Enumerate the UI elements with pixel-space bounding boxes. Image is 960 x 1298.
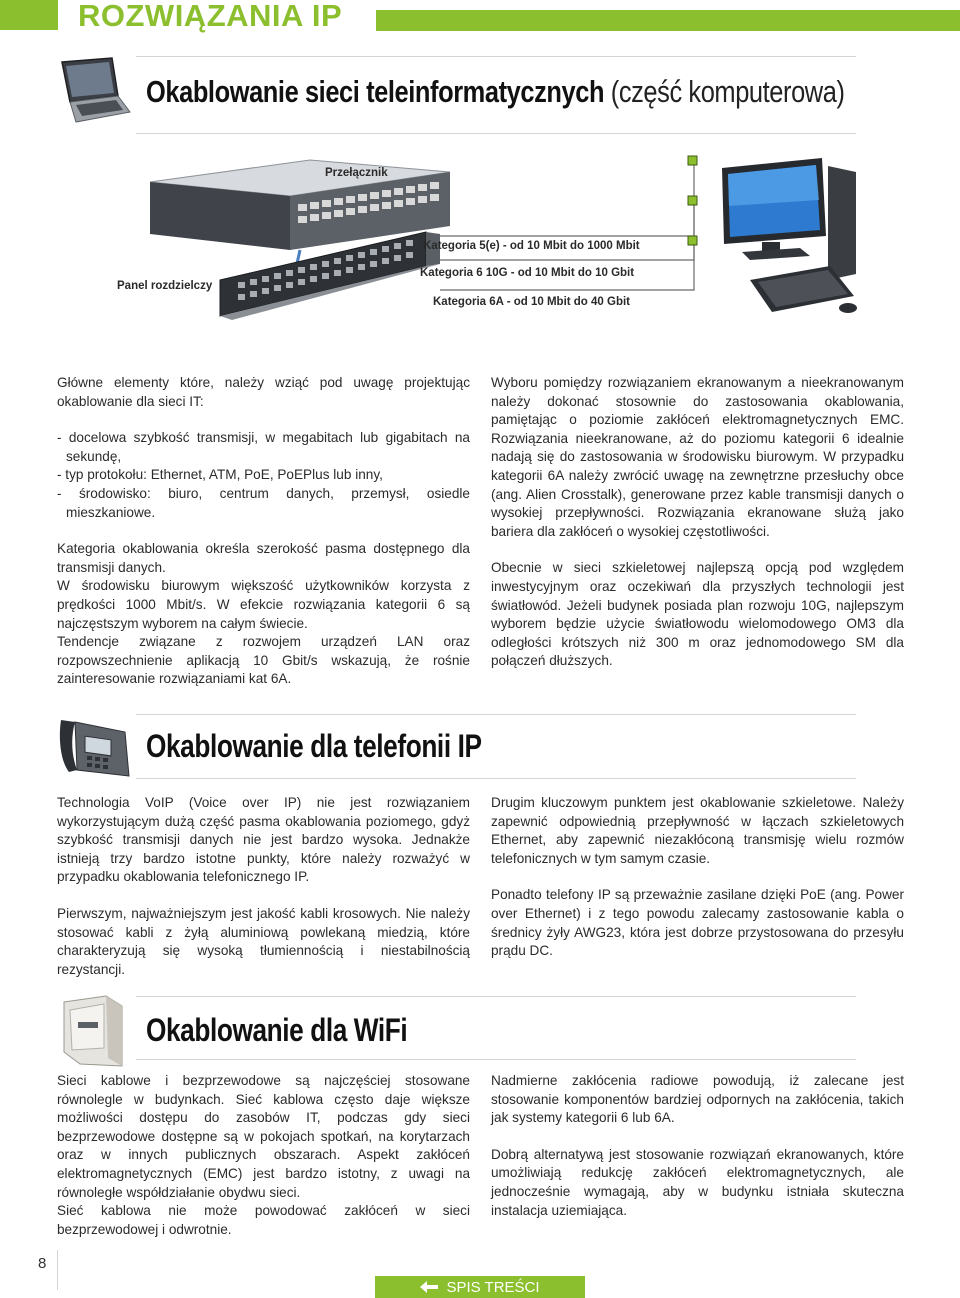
wifi-left-column — [57, 1072, 470, 1239]
section-divider — [136, 56, 856, 57]
wifi-access-point-icon — [56, 992, 130, 1070]
category-6-label: Kategoria 6 10G - od 10 Mbit do 10 Gbit — [420, 267, 635, 279]
section-divider — [136, 714, 856, 715]
network-left-column — [57, 374, 470, 689]
paragraph: Sieć kablowa nie może powodować zakłóceń w sieci bezprzewodowej i odwrotnie. — [57, 1203, 470, 1237]
section-subtitle: (część komputerowa) — [610, 74, 845, 109]
header-title: ROZWIĄZANIA IP — [78, 0, 343, 33]
switch-label: Przełącznik — [325, 167, 388, 179]
list-item: - docelowa szybkość transmisji, w megabitach lub gigabitach na sekundę, — [57, 430, 470, 464]
section-title-wifi: Okablowanie dla WiFi — [146, 1012, 408, 1048]
category-5e-label: Kategoria 5(e) - od 10 Mbit do 1000 Mbit — [423, 240, 640, 252]
paragraph: Główne elementy które, należy wziąć pod uwagę projektując okablowanie dla sieci IT: — [57, 375, 470, 409]
category-6a-label: Kategoria 6A - od 10 Mbit do 40 Gbit — [433, 296, 631, 308]
section-title-text: Okablowanie sieci teleinformatycznych — [146, 74, 605, 109]
paragraph: Pierwszym, najważniejszym jest jakość kabli krosowych. Nie należy stosować kabli z żyłą aluminiową powlekaną miedzią, które charakteryzują się wysoką tłumiennością i niestabilnością rezystancji. — [57, 905, 470, 977]
section-divider — [136, 133, 856, 134]
section-title-network — [146, 74, 845, 110]
paragraph: Tendencje związane z rozwojem urządzeń LAN oraz rozpowszechnienie aplikacją 10 Gbit/s wskazują, że rośnie zainteresowanie rozwiązaniami kat 6A. — [57, 634, 470, 687]
paragraph: W środowisku biurowym większość użytkowników korzysta z prędkości 1000 Mbit/s. W efekcie rozwiązania kategorii 6 są najczęstszym wyborem na całym świecie. — [57, 578, 470, 631]
voip-right-column — [491, 794, 904, 979]
list-item: - środowisko: biuro, centrum danych, przemysł, osiedle mieszkaniowe. — [57, 485, 470, 520]
network-right-column — [491, 374, 904, 689]
page-number: 8 — [38, 1255, 47, 1272]
wifi-right-column — [491, 1072, 904, 1238]
desktop-computer-icon — [722, 158, 857, 313]
section-title-voip: Okablowanie dla telefonii IP — [146, 728, 482, 764]
cable-connectors — [688, 156, 697, 245]
list-item: - typ protokołu: Ethernet, ATM, PoE, PoEPlus lub inny, — [57, 467, 383, 483]
section-divider — [136, 778, 856, 779]
network-diagram — [110, 140, 860, 330]
voip-left-column — [57, 794, 470, 997]
back-arrow-icon — [420, 1281, 438, 1293]
paragraph: Technologia VoIP (Voice over IP) nie jest rozwiązaniem wykorzystującym dużą część pasma okablowania poziomego, gdyż szybkość transmisji danych nie jest bardzo wysoka. Jednakże istnieją trzy bardzo istotne punkty, które należy rozważyć w przypadku okablowania telefonicznego IP. — [57, 795, 470, 885]
paragraph: Dobrą alternatywą jest stosowanie rozwiązań ekranowanych, które umożliwiają redukcję zakłóceń elektromagnetycznych, ale jednocześnie wymagają, aby w budynku istniała skuteczna instalacja uziemiająca. — [491, 1146, 904, 1218]
paragraph: Sieci kablowe i bezprzewodowe są najczęściej stosowane równolegle w budynkach. Sieć kablowa często daje większe możliwości dostępu do zasobów IT, podczas gdy sieci bezprzewodowe dostępne są w pokojach spotkań, na korytarzach oraz w innych publicznych obszarach. Aspekt zakłóceń elektromagnetycznych (EMC) jest bardzo istotny, z uwagi na równoległe współdziałanie obydwu sieci. — [57, 1073, 470, 1200]
paragraph: Nadmierne zakłócenia radiowe powodują, iż zalecane jest stosowanie komponentów bardziej odpornych na zakłócenia, takich jak systemy kategorii 6 lub 6A. — [491, 1073, 904, 1126]
ip-phone-icon — [55, 710, 133, 782]
laptop-icon — [52, 56, 132, 128]
patch-panel-label: Panel rozdzielczy — [117, 280, 213, 292]
paragraph: Ponadto telefony IP są przeważnie zasilane dzięki PoE (ang. Power over Ethernet) i z tego powodu zalecamy zastosowanie kabla o średnicy żyły AWG23, która jest dobrze przystosowana do przesyłu prądu DC. — [491, 887, 904, 959]
toc-button-label: SPIS TREŚCI — [446, 1278, 540, 1296]
paragraph: Kategoria okablowania określa szerokość pasma dostępnego dla transmisji danych. — [57, 541, 470, 575]
header-accent-bar — [376, 10, 960, 31]
paragraph: Drugim kluczowym punktem jest okablowanie szkieletowe. Należy zapewnić odpowiednią przepływność w łączach szkieletowych Ethernet, aby zapewnić niezakłóconą transmisję wielu rozmów telefonicznych w tym samym czasie. — [491, 795, 904, 866]
paragraph: Obecnie w sieci szkieletowej najlepszą opcją pod względem inwestycyjnym oraz oczekiwań dla przyszłych technologii jest światłowód. Jeżeli budynek posiada plan rozwoju 10G, najlepszym wyborem będzie użycie światłowodu wielomodowego OM3 dla odległości krótszych niż 300 m oraz jednomodowego SM dla połączeń dłuższych. — [491, 560, 904, 669]
footer-divider — [57, 1250, 58, 1290]
section-divider — [136, 996, 856, 997]
paragraph: Wyboru pomiędzy rozwiązaniem ekranowanym a nieekranowanym należy dokonać stosownie do zastosowania okablowania, pamiętając o poziomie zakłóceń elektromagnetycznych EMC. Rozwiązania nieekranowane, aż do poziomu kategorii 6 idealnie nadają się do zastosowania w środowisku biurowym. W przypadku kategorii 6A należy zwrócić uwagę na zewnętrzne przesłuchy obce (ang. Alien Crosstalk), generowane przez kable transmisji danych o wysokiej przepływności. Rozwiązania ekranowane służą jako bariera dla zakłóceń o wysokiej częstotliwości. — [491, 375, 904, 539]
toc-button[interactable] — [375, 1276, 585, 1298]
section-divider — [136, 1059, 856, 1060]
header-accent-bar-left — [0, 0, 58, 30]
